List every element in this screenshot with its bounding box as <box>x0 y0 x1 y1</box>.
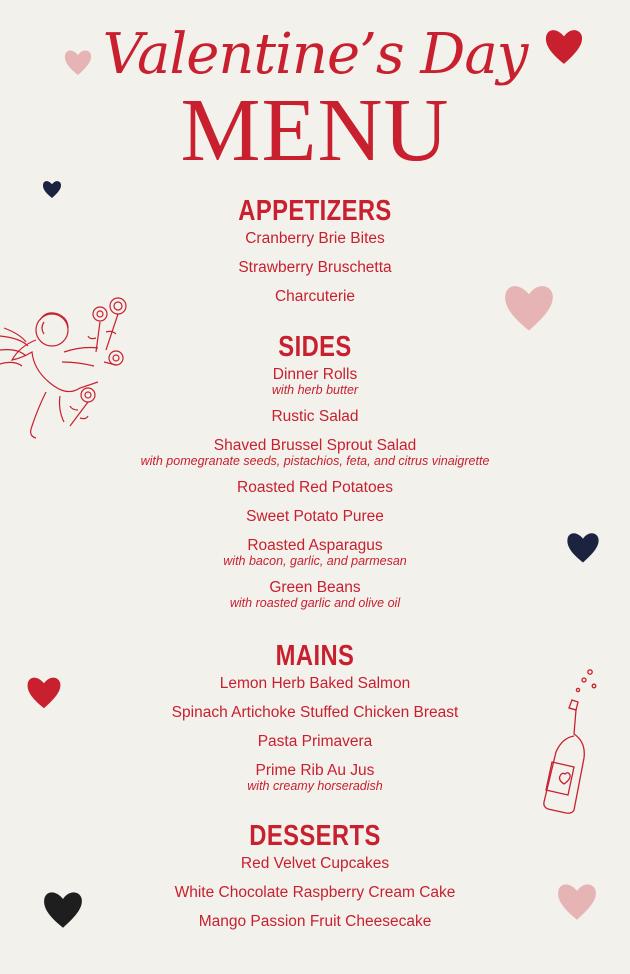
menu-item <box>0 407 630 426</box>
item-name: Pasta Primavera <box>257 733 373 750</box>
item-description: with pomegranate seeds, pistachios, feta, and citrus vinaigrette <box>140 454 490 468</box>
menu-item <box>0 883 630 902</box>
item-description: with roasted garlic and olive oil <box>229 596 401 610</box>
menu-item <box>0 854 630 873</box>
item-name: Spinach Artichoke Stuffed Chicken Breast <box>171 704 459 721</box>
section-sides <box>0 331 630 620</box>
menu-item <box>0 536 630 568</box>
menu-item <box>0 578 630 610</box>
item-name: Shaved Brussel Sprout Salad <box>213 437 417 454</box>
section-title: MAINS <box>275 640 355 672</box>
item-name: Green Beans <box>269 579 361 596</box>
section-title: APPETIZERS <box>238 195 392 227</box>
menu-item <box>0 761 630 793</box>
item-name: Strawberry Bruschetta <box>238 259 392 276</box>
item-name: Mango Passion Fruit Cheesecake <box>198 913 432 930</box>
item-name: Cranberry Brie Bites <box>245 230 385 247</box>
title-script: Valentine’s Day <box>102 22 528 87</box>
item-name: Red Velvet Cupcakes <box>240 855 390 872</box>
item-name: Rustic Salad <box>271 408 359 425</box>
menu-item <box>0 912 630 931</box>
title-menu: MENU <box>180 81 450 180</box>
menu-item <box>0 229 630 248</box>
menu-item <box>0 703 630 722</box>
item-name: Lemon Herb Baked Salmon <box>219 675 411 692</box>
section-desserts <box>0 820 630 941</box>
item-name: Roasted Asparagus <box>247 537 383 554</box>
item-name: Roasted Red Potatoes <box>237 479 393 496</box>
menu-item <box>0 478 630 497</box>
item-description: with herb butter <box>271 383 359 397</box>
item-name: White Chocolate Raspberry Cream Cake <box>174 884 456 901</box>
menu-item <box>0 674 630 693</box>
section-mains <box>0 640 630 803</box>
item-name: Charcuterie <box>274 288 356 305</box>
menu-item <box>0 507 630 526</box>
menu-item <box>0 258 630 277</box>
section-title: SIDES <box>278 331 352 363</box>
menu-item <box>0 436 630 468</box>
section-title: DESSERTS <box>249 820 381 852</box>
item-description: with bacon, garlic, and parmesan <box>223 554 407 568</box>
item-name: Sweet Potato Puree <box>246 508 384 525</box>
item-name: Prime Rib Au Jus <box>255 762 375 779</box>
menu-item <box>0 287 630 306</box>
section-appetizers <box>0 195 630 316</box>
item-description: with creamy horseradish <box>247 779 383 793</box>
menu-item <box>0 732 630 751</box>
item-name: Dinner Rolls <box>272 366 358 383</box>
menu-item <box>0 365 630 397</box>
